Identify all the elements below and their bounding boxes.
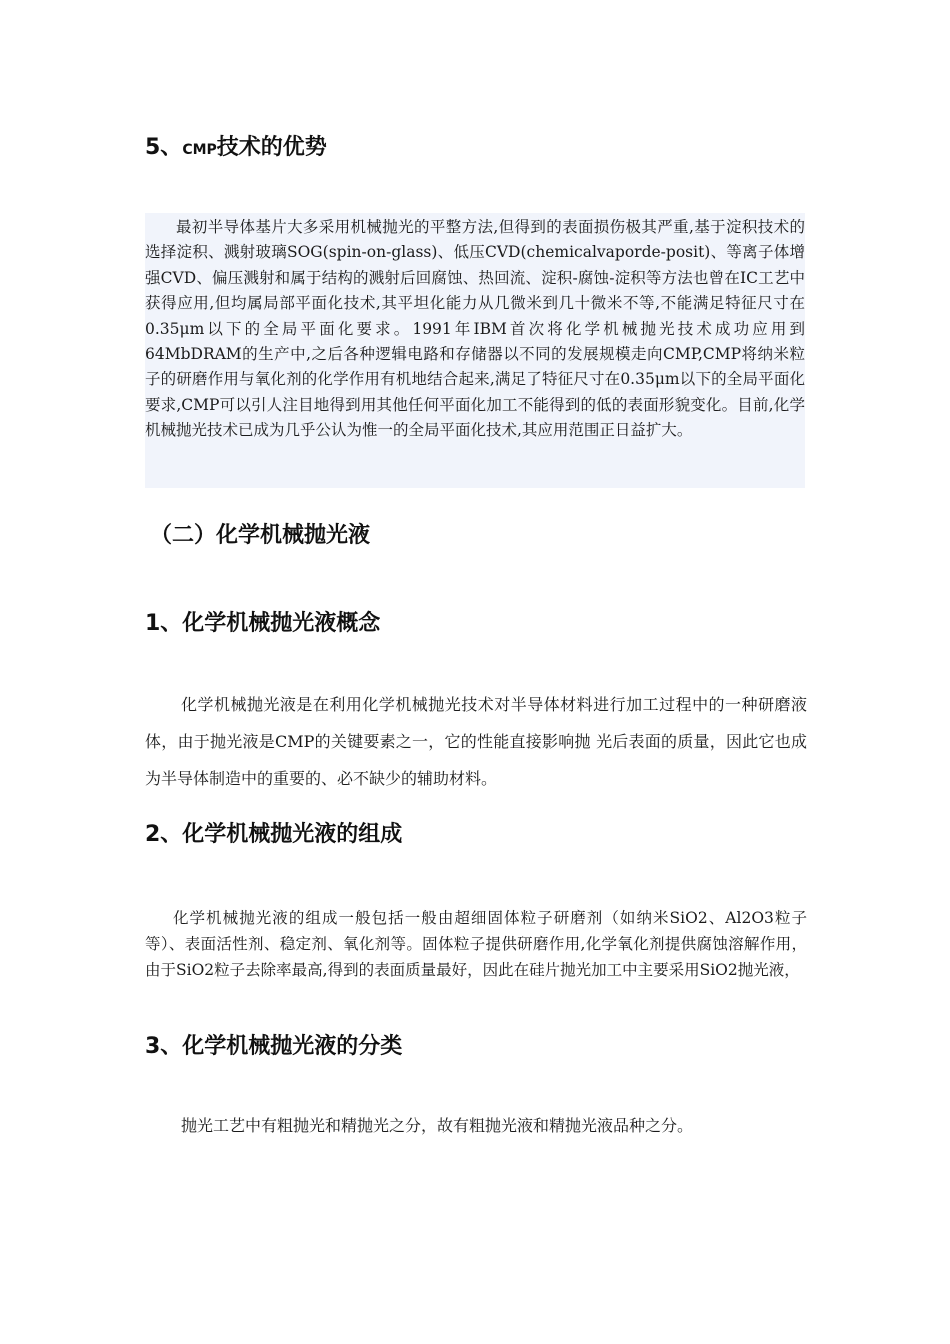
paragraph-slurry-composition: 化学机械抛光液的组成一般包括一般由超细固体粒子研磨剂（如纳米SiO2、Al2O3粒子等）、表面活性剂、稳定剂、氧化剂等。固体粒子提供研磨作用,化学氧化剂提供腐蚀溶解作用，由于SiO2粒子去除率最高,得到的表面质量最好，因此在硅片抛光加工中主要采用SiO2抛光液， — [145, 909, 807, 979]
section-heading-slurry-classification: 3、化学机械抛光液的分类 — [145, 1034, 403, 1059]
chapter-heading-polishing-slurry: （二）化学机械抛光液 — [150, 523, 371, 548]
paragraph-cmp-advantages: 最初半导体基片大多采用机械抛光的平整方法,但得到的表面损伤极其严重,基于淀积技术的选择淀积、溅射玻璃SOG(spin-on-glass)、低压CVD(chemicalvaporde-posit)、等离子体增强CVD、偏压溅射和属于结构的溅射后回腐蚀、热回流、淀积-腐蚀-淀积等方法也曾在IC工艺中获得应用,但均属局部平面化技术,其平坦化能力从几微米到几十微米不等,不能满足特征尺寸在0.35μm以下的全局平面化要求。1991年IBM首次将化学机械抛光技术成功应用到64MbDRAM的生产中,之后各种逻辑电路和存储器以不同的发展规模走向CMP,CMP将纳米粒子的研磨作用与氧化剂的化学作用有机地结合起来,满足了特征尺寸在0.35μm以下的全局平面化要求,CMP可以引人注目地得到用其他任何平面化加工不能得到的低的表面形貌变化。目前,化学机械抛光技术已成为几乎公认为惟一的全局平面化技术,其应用范围正日益扩大。 — [145, 213, 805, 488]
section-heading-cmp-advantages — [145, 133, 327, 165]
paragraph-slurry-classification: 抛光工艺中有粗抛光和精抛光之分，故有粗抛光液和精抛光液品种之分。 — [181, 1116, 694, 1135]
section-heading-slurry-composition: 2、化学机械抛光液的组成 — [145, 822, 403, 847]
heading-text: 技术的优势 — [216, 135, 327, 160]
section-heading-slurry-concept: 1、化学机械抛光液概念 — [145, 611, 381, 636]
heading-number: 5、 — [145, 135, 183, 160]
paragraph-slurry-concept: 化学机械抛光液是在利用化学机械抛光技术对半导体材料进行加工过程中的一种研磨液体，由于抛光液是CMP的关键要素之一，它的性能直接影响抛 光后表面的质量，因此它也成为半导体制造中的重要的、必不缺少的辅助材料。 — [145, 695, 807, 788]
heading-cmp-abbrev: CMP — [182, 142, 217, 158]
